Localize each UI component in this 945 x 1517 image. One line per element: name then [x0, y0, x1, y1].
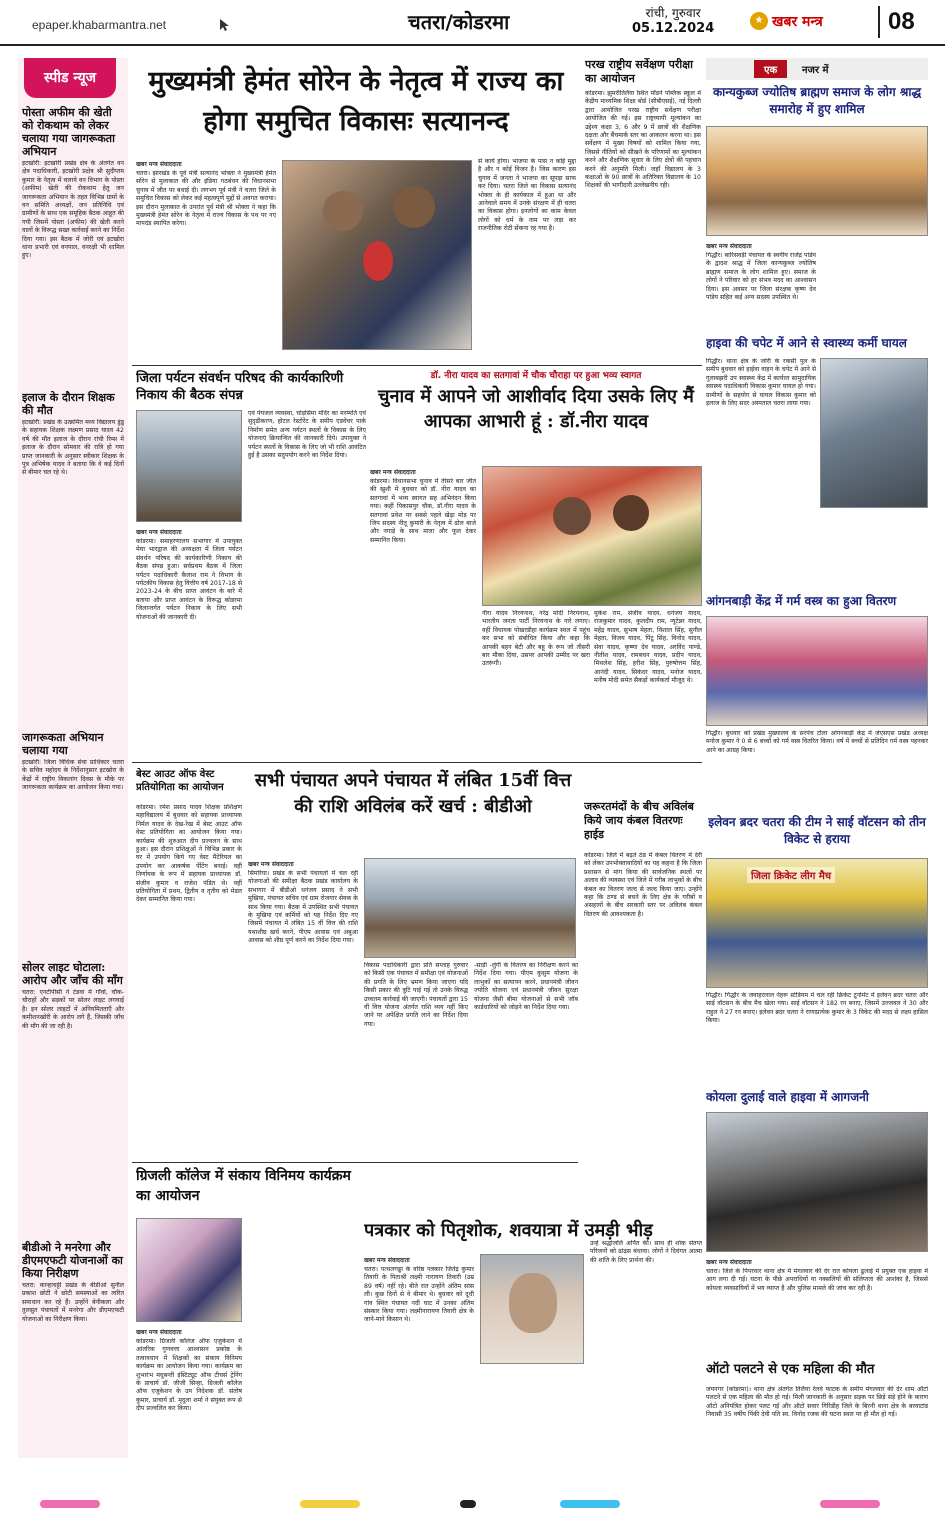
coal-headline: कोयला दुलाई वाले हाइवा में आगजनी: [706, 1090, 869, 1104]
hywa-headline-box: [706, 334, 928, 354]
brahmin-headline: कान्यकुब्ज ज्योतिष ब्राह्मण समाज के लोग श्राद्ध समारोह में हुए शामिल: [712, 85, 922, 116]
college-text-a: [136, 1326, 242, 1496]
color-bar: [560, 1500, 620, 1508]
item-headline: बीडीओ ने मनरेगा और डीएमएफटी योजनाओं का किया निरीक्षण: [22, 1241, 123, 1280]
cricket-banner: जिला क्रिकेट लीग मैच: [747, 867, 835, 883]
tourism-body: कोडरमा। समाहरणालय सभागार में उपायुक्त मेघा भारद्वाज की अध्यक्षता में जिला पर्यटन संवर्धन परिषद की कार्यकारिणी निकाय की बैठक संपन्न हुआ। सर्वप्रथम बैठक में जिला पर्यटन पदाधिकारी कैलाश राम ने विभाग के पर्यटकीय विकास हेतु वित्तीय वर्ष 2017-18 से 2023-24 के बीच प्राप्त आवंटन के बारे में बताया और प्राप्त आवंटन के विरूद्ध कोडरमा जिलान्तर्गत पर्यटन निकाय के लिए सभी योजनाओं की जानकारी दी।: [136, 538, 242, 621]
hywa-headline: हाइवा की चपेट में आने से स्वास्थ्य कर्मी घायल: [706, 336, 907, 350]
list-item: [22, 1237, 124, 1452]
item-headline: जागरूकता अभियान चलाया गया: [22, 731, 104, 757]
survey-headline: परख राष्ट्रीय सर्वेक्षण परीक्षा का आयोजन: [585, 58, 693, 85]
blanket-headline: जरूरतमंदों के बीच अविलंब किये जाय कंबल वितरणः हाईड: [584, 800, 694, 841]
lead-photo: [282, 160, 472, 350]
journalist-photo: [480, 1254, 584, 1364]
color-bar: [300, 1500, 360, 1508]
hywa-text: [706, 358, 816, 586]
auto-headline-box: [706, 1360, 928, 1382]
auto-body: जयनगर (कोडरमा)। थाना क्षेत्र अंतर्गत तिलैया रेलवे फाटक के समीप मंगलवार की देर शाम ऑटो पलटने से एक महिला की मौत हो गई। मिली जानकारी के अनुसार सड़क पर छिड़े सड़े होने के कारण ऑटो अनियंत्रित होकर पलट गई और ऑटो सवार गिरिडीह जिले के बिरनी थाना क्षेत्र के बरवाटांड निवासी 35 वर्षीय पिंकी देवी पति स्व. विनोद रजक की घटना स्थल पर ही मौत हो गई।: [706, 1386, 928, 1419]
college-body: कोडरमा। ग्रिजली कॉलेज ऑफ एजुकेशन में आंतरिक गुणवत्ता आश्वासन प्रकोष्ठ के तत्वावधान में शिक्षकों का संकाय विनिमय कार्यक्रम का आयोजन किया गया। कार्यक्रम का शुभारंभ मधुबन्ती इंस्टिट्यूट ऑफ टीचर्स ट्रेनिंग के प्राचार्य डॉ. जीजी सिन्हा, ग्रिजली कॉलेज ऑफ एजुकेशन के उप निदेशक डॉ. संतोष कुमार, प्राचार्य डॉ. मृदुला शर्मा ने संयुक्त रूप से दीप प्रज्वलित कर किया।: [136, 1338, 242, 1413]
blanket-text: [584, 852, 702, 1232]
panchayat-photo: [364, 858, 576, 958]
brahmin-headline-box: [706, 84, 928, 124]
bestout-headline-box: [136, 768, 242, 800]
color-bar: [820, 1500, 880, 1508]
byline: खबर मन्त्र संवाददाता: [136, 1329, 182, 1336]
anganbadi-body: गिद्धौर। बुधवार को प्रखंड मुख्यालय के सरपंच टोला आंगनबाड़ी केंद्र में जेएसएस प्रखंड अध्यक्ष मनोज कुमार ने 0 से 6 बच्चों को गर्म वस्त्र वितरित किया। वर्ष में बच्चों से प्रतिदिन गर्म वस्त्र पहनकर आने का आग्रह किया।: [706, 730, 928, 754]
byline: खबर मन्त्र संवाददाता: [706, 243, 752, 250]
college-headline-box: [136, 1166, 358, 1214]
divider: [878, 6, 880, 38]
person-figure: [393, 186, 435, 228]
lead-body-right: से कार्य होगा। भाजपा के पास न कोई मुद्दा है और न कोई विजन है। जिस कारण इस चुनाव में जनता ने भाजपा का सूपड़ा साफ कर दिया। चतरा जिले का विकास सत्यानंद भोक्ता के ही कार्यकाल में हुआ था और आनेवाले समय में उनके संरक्षण में ही चतरा का विकास होगा। इनलोगों का काम केवल लोगों को धर्म के नाम पर लड़ा कर राजनीतिक रोटी सेंकना रह गया है।: [478, 158, 576, 233]
neera-headline-box: [370, 384, 702, 462]
cricket-photo: [706, 858, 928, 988]
neera-kicker: डॉ. नीरा यादव का सतगावां में चौक चौराहा पर हुआ भव्य स्वागत: [430, 371, 642, 381]
brahmin-photo: [706, 126, 928, 236]
panchayat-text-c: [474, 962, 578, 1158]
neera-text-a: [370, 466, 476, 758]
person-figure: [613, 495, 649, 531]
tourism-body-2: एवं पेयजल व्यवस्था, चोड़सिमा मंदिर का मरम्मति एवं सुदृढीकरण, होटल रेस्टोरेंट के समीप एडवेंचर पार्क निर्माण समेत अन्य पर्यटन स्थलों के विकास के लिए योजनाएं क्रियान्वित की जानकारी दिये। उपायुक्त ने पर्यटन स्थलों के विकास के लिए जो भी राशि आवंटित हुई है उसका सदुपयोग करने का निर्देश दिया।: [248, 410, 366, 460]
anganbadi-headline-box: [706, 592, 928, 612]
blanket-headline-box: [584, 800, 702, 848]
ek-badge: एक: [754, 60, 787, 78]
speed-news-column: [18, 58, 128, 1458]
speed-news-logo: स्पीड न्यूज: [24, 58, 116, 98]
bouquet-graphic: [363, 241, 393, 281]
tourism-headline-box: [136, 370, 366, 406]
lead-text-right: [478, 158, 576, 358]
divider: [132, 1162, 578, 1163]
survey-article: [585, 58, 701, 363]
cricket-text: [706, 992, 928, 1084]
neera-body: कोडरमा। विधानसभा चुनाव में तीसरे बार जीत की खुशी में बुधवार को डॉ. नीरा यादव का सतगावां में भव्य स्वागत सह अभिनंदन किया गया। कहीं पिकासपुर चौक, डॉ.नीरा यादव के सतगावां प्रवेश पर सबसे पहले खेढ़ा मोड़ पर जिप सदस्य नीतू कुमारी के नेतृत्व में ढोल बाजे और नगाड़े के साथ माला और फूल देकर सम्मानित किया।: [370, 478, 476, 544]
neera-text-c: [594, 610, 702, 758]
cricket-headline-box: [706, 814, 928, 854]
auto-headline: ऑटो पलटने से एक महिला की मौत: [706, 1362, 875, 1377]
issue-date: 05.12.2024: [632, 21, 715, 36]
ek-nazar-header: [706, 58, 928, 80]
item-body: इटखोरी: जिला विधिक सेवा प्राधिकार चतरा के सचिव महोदय के निर्देशानुसार इटखोरा के केंद्रों में राष्ट्रीय विकलांग दिवस के मौके पर जागरूकता कार्यक्रम का आयोजन किया गया।: [22, 759, 124, 792]
byline: खबर मन्त्र संवाददाता: [136, 529, 182, 536]
blanket-body: कोडरमा। जिले में बढ़ते ठंड में कंबल वितरण में देरी को लेकर उपभोक्तावादियों का यह कहना है कि जिला प्रशासन से मांग किया की सार्वजनिक स्थलों पर अलाव की व्यवस्था एवं जिले में गरीब लाभुकों के बीच कंबल का वितरण जल्द से जल्द किया जाए। उन्होंने कहा कि ठण्ड से बचने के लिए क्षेत्र के गरीबों व असहायों के बीच सरकारी स्तर पर अविलंब कंबल वितरण की आवश्यकता है।: [584, 852, 702, 918]
bestout-body: कोडरमा। रमेश प्रसाद यादव शिक्षक प्रशिक्षण महाविद्यालय में बुधवार को सहायक प्राध्यापक निर्मल यादव के देख-रेख में बेस्ट आउट ऑफ वेस्ट प्रतियोगिता का आयोजन किया गया। कार्यक्रम की शुरुआत दीप प्रज्वलन के साथ हुआ। इस दौरान प्रशिक्षुओं ने विभिन्न प्रकार के घर में उपयोग किये गए वेस्ट मैटेरियल का उपयोग कर आकर्षक पेंटिंग बनाई। वहीं निर्णायक के रूप में सहायक प्राध्यापक डॉ. संजीव कुमार व राजेश पंडित थे। वहीं प्रतियोगिता में प्रथम, द्वितीय व तृतीय को मेडल देकर सम्मानित किया गया।: [136, 804, 242, 904]
anganbadi-headline: आंगनबाड़ी केंद्र में गर्म वस्त्र का हुआ वितरण: [706, 594, 897, 608]
panchayat-body: सिमरिया। प्रखंड के सभी पंचायतों में चल रही योजनाओं की समीक्षा बैठक प्रखंड कार्यालय के सभागार में बीडीओ धनंजय प्रसाद ने सभी मुखिया, पंचायत सचिव एवं ग्राम रोजगार सेवक के साथ किया गया। बैठक में उपस्थित सभी पंचायत के मुखिया एवं कर्मियों को यह निर्देश दिए गए जिसमें पंचायत में लंबित 15 वीं वित्त की राशि यथाशीघ्र खर्च करने, पीएम आवास एवं अबुआ आवास को शीघ्र पूर्ण करने का निर्देश दिया गया।: [248, 870, 358, 945]
cricket-body: गिद्धौर। गिद्धौर के जवाहरलाल नेहरू स्टेडियम में चल रही क्रिकेट टूर्नामेंट में इलेवन ब्रदर चतरा और साई वॉटसन के बीच मैच खेला गया। साई वॉटसन ने 182 रन बनाए, जिसमें उज्जवल ने 30 और राहुल ने 27 रन बनाए। इलेवन ब्रदर चतरा ने राणाप्रत्येक कुमार के 3 विकेट की मदद से लक्ष्य हासिल किया।: [706, 992, 928, 1025]
brand-logo-icon: ★: [750, 12, 768, 30]
brahmin-body: गिद्धौर। बारिसवड़ी पंचायत के स्वर्गीय राजेंद्र पांडेय के द्वादश श्राद्ध में जिला कान्यकुब्ज ज्योतिष ब्राह्मण समाज के लोग शामिल हुए। समाज के लोगों ने परिवार को हर संभव मदद का आश्वासन दिया। इस अवसर पर जिला संरक्षक कृष्ण देव पांडेय सहित कई अन्य सदस्य उपस्थित थे।: [706, 252, 816, 302]
lead-body-left: चतरा। झारखंड के पूर्व मंत्री सत्यानंद भोक्ता ने मुख्यमंत्री हेमंत सोरेन से मुलाकात की और इंडिया गठबंधन की विधानसभा चुनाव में जीत पर बधाई दी। लगभग पूर्व मंत्री ने चतरा जिले के समुचित विकास को लेकर कई महत्वपूर्ण मुद्दों से अवगत कराया। इस दौरान मुलाकात के उपरांत पूर्व मंत्री श्री भोक्ता ने कहा कि मुख्यमंत्री हेमंत सोरेन के नेतृत्व में राज्य विकास के पथ पर नए मापदंड स्थापित करेगा।: [136, 170, 276, 228]
neera-text-b: [482, 610, 590, 758]
list-item: [22, 727, 124, 957]
tourism-text-b: [248, 410, 366, 758]
ek-nazar-label: नजर में: [802, 65, 829, 76]
coal-body: चतरा। जिले के पिपरवार थाना क्षेत्र में मंगलवार की देर रात कोयला ढुलाई में प्रयुक्त एक हाइवा में आग लगा दी गई। घटना के पीछे अपराधियों या नक्सलियों की संलिप्तता की आशंका है, जिससे कोयला व्यवसायियों में भय व्याप्त है और पुलिस मामले की जांच कर रही है।: [706, 1268, 928, 1292]
list-item: [22, 102, 124, 387]
survey-body: कोडरमा। झुमरीतिलैया स्थित मॉडर्न पब्लिक स्कूल में केंद्रीय माध्यमिक शिक्षा बोर्ड (सीबीएसई), नई दिल्ली द्वारा आयोजित परख राष्ट्रीय सर्वेक्षण परीक्षा आयोजित की गई। इस राष्ट्रव्यापी मूल्यांकन का उद्देश्य कक्षा 3, 6 और 9 में छात्रों की शैक्षणिक दक्षता और बैंचमार्क स्तर का आकलन करना था। इस सर्वेक्षण में मुख्य विषयों को शामिल किया गया, जिससे नीतियों को सीखने के परिणामों का मूल्यांकन करने और शैक्षणिक सुधार के लिए क्षेत्रों की पहचान करने की अनुमति मिली। जहाँ विद्यालय के 3 कक्षाओं के 90 छात्रों के अतिरिक्त विद्यालय के 10 शिक्षकों की भागीदारी उल्लेखनीय रही।: [585, 90, 701, 190]
cricket-headline: इलेवन ब्रदर चतरा की टीम ने साई वॉटसन को तीन विकेट से हराया: [708, 815, 926, 846]
anganbadi-text: [706, 730, 928, 810]
hywa-photo: [820, 358, 928, 508]
divider: [132, 762, 702, 763]
neera-photo: [482, 466, 702, 606]
registration-mark: [460, 1500, 476, 1508]
person-figure: [509, 1273, 557, 1333]
divider: [132, 365, 702, 366]
item-body: चतरा: कान्हाचट्टी प्रखंड के बीडीओ सुनील प्रकाश छोटी ने छोटी समस्याओं का त्वरित समाधान कर रहे हैं। उन्होंने बेनीकला और तुलसुत पंचायतों में मनरेगा और डीएमएफटी योजनाओं का निरीक्षण किया।: [22, 1282, 124, 1323]
coal-headline-box: [706, 1088, 928, 1108]
journalist-text-b: [590, 1240, 702, 1494]
page-number: 08: [888, 8, 915, 35]
masthead: [0, 0, 945, 46]
color-bar: [40, 1500, 100, 1508]
lead-headline-box: [136, 58, 576, 154]
brahmin-text-a: [706, 240, 816, 330]
tourism-text-a: [136, 526, 242, 758]
item-body: इटखोरी: इटखोरी प्रखंड क्षेत्र के अंतर्गत वन क्षेत्र पदाधिकारी, इटखोरी प्रक्षेत्र श्री सुदीप्तम कुमार के नेतृत्व में चलाये वन विभाग के पोस्ता (अफीम) खेती की रोकथाम हेतु जन जागरूकता अभियान के तहत विभिन्न ग्रामों के वन समिति अध्यक्षों, जन प्रतिनिधि एवं ग्रामीणों के साथ एक समूहिक बैठक आहूत की गयी जिसमें पोस्ता (अफीम) की खेती करने वालों के विरूद्ध सख्त कार्रवाई करने का निर्देश दिया गया। इस बैठक में जोरी एवं इटखोरा धाना प्रभारी एवं वनपाल, वनरक्षी भी शामिल हुए।: [22, 160, 124, 260]
coal-photo: [706, 1112, 928, 1252]
neera-body-3: मुकेश राम, संजीव यादव, धनंजय यादव, राजकुमार यादव, कुलदीप राम, न्यूटेन्नर यादव, महेंद्र यादव, सुभाष मेहता, विशाल सिंह, सुनील मेहता, विजय यादव, पिंटू सिंह, विनोद यादव, सेवा यादव, कृष्णा देव यादव, अरविंद पाण्डे, नीतीश यादव, रामबचन यादव, प्रदीप यादव, मिथलेश सिंह, हरीश सिंह, पुरुषोत्तम सिंह, आनंदी यादव, सिकंदर यादव, मनोज यादव, मनीष मोदी समेत सैकड़ों कार्यकर्ता मौजूद थे।: [594, 610, 702, 685]
tourism-headline: जिला पर्यटन संवर्धन परिषद की कार्यकारिणी निकाय की बैठक संपन्न: [136, 371, 344, 403]
list-item: [22, 957, 124, 1237]
panchayat-body-2: विकास पदाधिकारी द्वारा प्रति सप्ताह गुरुवार को किसी एक पंचायत में समीक्षा एवं योजनाओं की प्रगति के लिए भ्रमण किया जाएगा यदि किसी प्रकार की त्रुटि पाई गई तो उनके विरुद्ध उच्चतम कार्रवाई की जाएगी। पंचायतों द्वारा 15 वीं वित्त योजना अंतर्गत राशि व्यय नहीं किए जाने पर अपेक्षित प्रगति लाने का निर्देश दिया गया।: [364, 962, 468, 1028]
byline: खबर मन्त्र संवाददाता: [370, 469, 416, 476]
bestout-text-a: [136, 804, 242, 910]
bestout-headline: बेस्ट आउट ऑफ वेस्ट प्रतियोगिता का आयोजन: [136, 769, 224, 793]
item-body: चतरा: एनटीपीसी ने टंडवा में गाँवों, चौक-चौराहों और सड़कों पर सोलर लाइट लगवाई है। इन सोलर लाइटों में अनियमितताएँ और कमीशनखोरी के आरोप लगे हैं, जिसकी जाँच की माँग की जा रही है।: [22, 989, 124, 1030]
lead-text-left: [136, 158, 276, 358]
panchayat-headline-box: [248, 768, 578, 850]
panchayat-headline: सभी पंचायत अपने पंचायत में लंबित 15वीं वित्त की राशि अविलंब करें खर्च : बीडीओ: [254, 770, 572, 817]
neera-kicker-box: [370, 368, 702, 382]
speed-news-list: [22, 102, 124, 1452]
byline: खबर मन्त्र संवाददाता: [364, 1257, 410, 1264]
tourism-photo: [136, 410, 242, 522]
neera-body-2: नीरा यादव निरयनाथ, नरेंद्र मोदी निरयनाथ, भारतीय जनता पार्टी निरयनाथ के नारे लगाए। वहीं विधायक पोखरडीहा कार्यक्रम स्थल में पहुंच कर सभा को संबोधित किया और कहा कि आपकी बहन बेटी और बहू के रूप जो तीसरी बार मौका दिया, उसपर आपकी उम्मीद पर खरा उतरूंगी।: [482, 610, 590, 668]
hywa-body: गिद्धौर। थाना क्षेत्र के जोरी के रकसी पुल के समीप बुधवार को हाईवा वाहन के चपेट में आने से गुलाबझरी उप स्वास्थ्य केंद्र में कार्यरत सामुदायिक स्वास्थ्य पदाधिकारी विकास कुमार घायल हो गया। ग्रामीणों के सहयोग से घायल विकास कुमार को इलाज के लिए सदर अस्पताल चतरा लाया गया।: [706, 358, 816, 408]
cursor-icon: [218, 18, 232, 32]
section-title: चतरा/कोडरमा: [408, 10, 510, 34]
journalist-text-a: [364, 1254, 474, 1494]
anganbadi-photo: [706, 616, 928, 726]
journalist-headline: पत्रकार को पितृशोक, शवयात्रा में उमड़ी भीड़: [364, 1220, 653, 1241]
item-headline: पोस्ता अफीम की खेती को रोकथाम को लेकर चलाया गया जागरूकता अभियान: [22, 106, 115, 158]
item-headline: इलाज के दौरान शिक्षक की मौत: [22, 391, 115, 417]
person-figure: [553, 497, 591, 535]
person-figure: [323, 191, 363, 231]
panchayat-text-a: [248, 858, 358, 1158]
panchayat-text-b: [364, 962, 468, 1158]
college-photo: [136, 1218, 242, 1322]
item-body: इटखोरी: प्रखंड के उत्क्रमित मध्य विद्यालय डुंडू के सहायक शिक्षक लक्ष्मण प्रसाद यादव 42 वर्ष की मौत इलाज के दौरान रांची रिम्स में इलाज के दौरान सोमवार की रात्रि हो गया प्राप्त जानकारी के अनुसार स्वीकार शिक्षक के पुत्र अभिषेक यादव ने बताया कि वे कई दिनों से बीमार चल रहे थे।: [22, 419, 124, 477]
lead-headline: मुख्यमंत्री हेमंत सोरेन के नेतृत्व में राज्य का होगा समुचित विकासः सत्यानन्द: [148, 66, 564, 137]
coal-text: [706, 1256, 928, 1356]
journalist-body: चतरा। पत्थलगड्डा के वरिष्ठ पत्रकार जितेंद्र कुमार तिवारी के पिताश्री लक्ष्मी नारायण तिवारी (उम्र 89 वर्ष) नहीं रहे। बीते रात उन्होंने अंतिम सांस ली। कुछ दिनों से वे बीमार थे। बुधवार को दूधी गांव स्थित पंचायत नदी घाट में उनका अंतिम संस्कार किया गया। लक्ष्मीनारायण तिवारी क्षेत्र के जाने-माने किसान थे।: [364, 1266, 474, 1324]
list-item: [22, 387, 124, 727]
byline: खबर मन्त्र संवाददाता: [136, 161, 182, 168]
byline: खबर मन्त्र संवाददाता: [248, 861, 294, 868]
byline: खबर मन्त्र संवाददाता: [706, 1259, 752, 1266]
dateline: [632, 6, 714, 36]
panchayat-body-3: -साड़ी -लुंगी के वितरण का निरीक्षण करने का निर्देश दिया गया। पीएम कुसुम योजना के लाभुकों का सत्यापन करने, प्रधानमंत्री जीवन ज्योति योजना एवं प्रधानमंत्री जीवन सुरक्षा योजना जैसी बीमा योजनाओं से सभी जॉब कार्डधारियों को जोड़ने का निर्देश दिया गया।: [474, 962, 578, 1012]
brand-name: खबर मन्त्र: [772, 14, 823, 30]
neera-headline: चुनाव में आपने जो आशीर्वाद दिया उसके लिए मैं आपका आभारी हूं : डॉ.नीरा यादव: [378, 386, 694, 432]
item-headline: सोलर लाइट घोटाला: आरोप और जाँच की माँग: [22, 961, 123, 987]
college-headline: ग्रिजली कॉलेज में संकाय विनिमय कार्यक्रम का आयोजन: [136, 1168, 351, 1204]
journalist-body-2: उन्हें श्रद्धांजलि अर्पित की। साथ ही शोक संतप्त परिजनों को ढांढ़स बंधाया। लोगों ने दिवंगत आत्मा की शांति के लिए प्रार्थना की।: [590, 1240, 702, 1264]
auto-text: [706, 1386, 928, 1492]
city-day: रांची, गुरुवार: [645, 6, 701, 20]
epaper-url-link[interactable]: epaper.khabarmantra.net: [32, 18, 167, 32]
